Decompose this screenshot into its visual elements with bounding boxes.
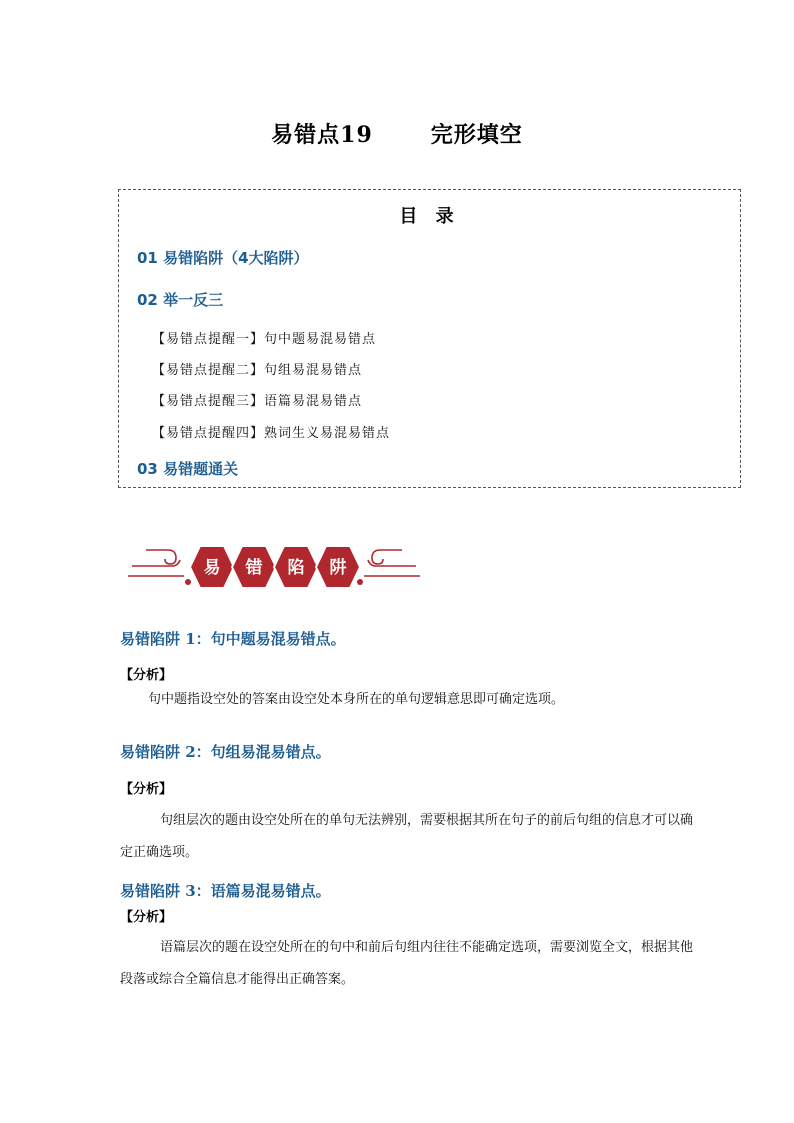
trap-2-analysis-label: 【分析】 <box>120 782 173 797</box>
page-title <box>0 118 794 149</box>
trap-1-title: 易错陷阱 1：句中题易混易错点。 <box>120 630 346 648</box>
trap-2-body: 句组层次的题由设空处所在的单句无法辨别，需要根据其所在句子的前后句组的信息才可以确定正确选项。 <box>120 813 694 860</box>
banner-dot-right <box>357 579 363 585</box>
trap-3-title: 易错陷阱 3：语篇易混易错点。 <box>120 882 331 900</box>
banner-char-1: 易 <box>203 558 221 578</box>
banner-dot-left <box>185 579 191 585</box>
section-banner <box>124 538 424 602</box>
toc-subitem-1[interactable]: 【易错点提醒一】句中题易混易错点 <box>152 332 377 347</box>
title-prefix: 易错点19 <box>271 122 373 148</box>
title-topic: 完形填空 <box>430 122 523 148</box>
toc-subitem-4[interactable]: 【易错点提醒四】熟词生义易混易错点 <box>152 426 391 441</box>
trap-3-analysis-label: 【分析】 <box>120 910 173 925</box>
banner-char-2: 错 <box>245 558 263 578</box>
toc-heading: 目 录 <box>399 206 460 227</box>
toc-item-examples[interactable]: 02 举一反三 <box>137 291 224 309</box>
trap-1-body: 句中题指设空处的答案由设空处本身所在的单句逻辑意思即可确定选项。 <box>148 692 565 707</box>
trap-3-body: 语篇层次的题在设空处所在的句中和前后句组内往往不能确定选项，需要浏览全文，根据其他段落或综合全篇信息才能得出正确答案。 <box>120 940 694 987</box>
toc-item-traps[interactable]: 01 易错陷阱（4大陷阱） <box>137 249 309 267</box>
banner-char-4: 阱 <box>329 558 347 578</box>
trap-2-title: 易错陷阱 2：句组易混易错点。 <box>120 743 331 761</box>
toc-item-practice[interactable]: 03 易错题通关 <box>137 460 239 478</box>
banner-char-3: 陷 <box>287 558 305 578</box>
toc-subitem-2[interactable]: 【易错点提醒二】句组易混易错点 <box>152 363 363 378</box>
table-of-contents <box>118 189 741 488</box>
toc-subitem-3[interactable]: 【易错点提醒三】语篇易混易错点 <box>152 394 363 409</box>
trap-1-analysis-label: 【分析】 <box>120 668 173 683</box>
